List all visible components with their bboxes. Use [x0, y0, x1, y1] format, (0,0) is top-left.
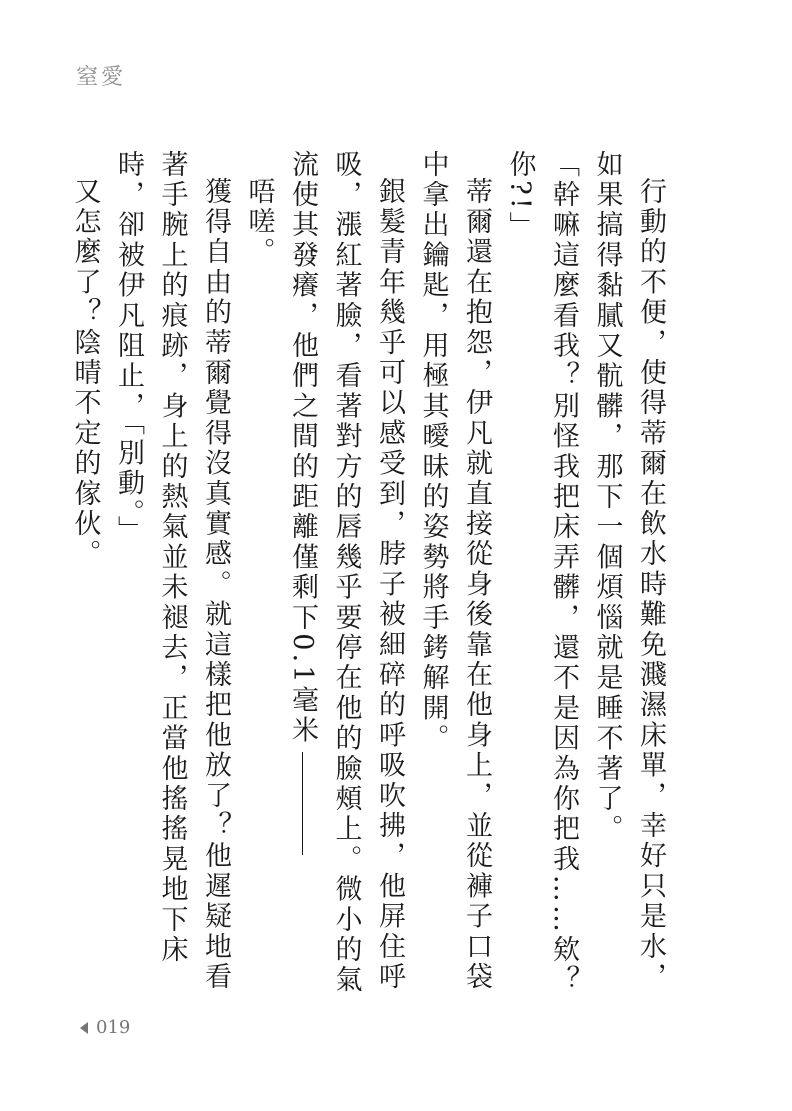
left-triangle-icon	[80, 1022, 88, 1034]
vertical-text-block	[63, 150, 672, 1010]
running-title: 窒愛	[76, 65, 127, 90]
distance-value: 0.1	[287, 633, 318, 686]
paragraph-4	[281, 150, 412, 1010]
distance-unit: 毫米	[287, 685, 318, 747]
paragraph-5: 唔嗟。	[243, 177, 275, 268]
paragraph-1: 行動的不便，使得蒂爾在飲水時難免濺濕床單，幸好只是水，如果搞得黏膩又骯髒，那下一個煩惱就是睡不著了。	[591, 150, 666, 993]
page-number: 019	[96, 1017, 131, 1038]
em-dash-line	[302, 752, 303, 855]
paragraph-7: 又怎麼了？陰晴不定的傢伙。	[69, 177, 101, 570]
paragraph-6: 獲得自由的蒂爾覺得沒真實感。就這樣把他放了？他遲疑地看著手腕上的痕跡，身上的熱氣並未褪去，正當他搖搖晃地下床時，卻被伊凡阻止，「別動。」	[113, 150, 231, 993]
paragraph-2: 「幹嘛這麼看我？別怪我把床弄髒，還不是因為你把我……欸？你?!」	[504, 150, 579, 996]
paragraph-4-text: 銀髮青年幾乎可以感受到，脖子被細碎的呼吸吹拂，他屏住呼吸，漲紅著臉，看著對方的唇幾乎要停在他的臉頰上。微小的氣流使其發癢，他們之間的距離僅剩下	[287, 150, 405, 996]
paragraph-3: 蒂爾還在抱怨，伊凡就直接從身後靠在他身上，並從褲子口袋中拿出鑰匙，用極其曖昧的姿勢將手銬解開。	[417, 150, 492, 993]
page-footer	[80, 1017, 130, 1038]
